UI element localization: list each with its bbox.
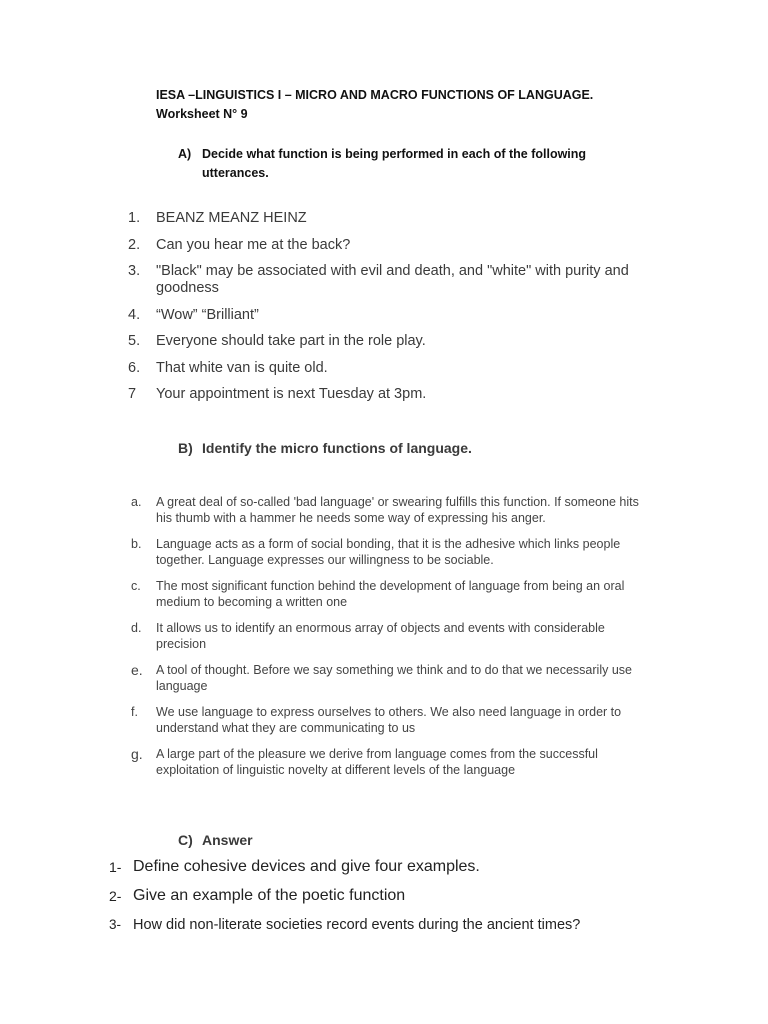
section-c-instruction: Answer	[202, 832, 253, 848]
section-a-heading	[178, 145, 648, 183]
list-item	[128, 237, 648, 254]
list-item	[128, 263, 648, 297]
list-item	[128, 307, 648, 324]
item-text: We use language to express ourselves to others. We also need language in order to understand what they are communicating to us	[156, 705, 622, 735]
item-text: Language acts as a form of social bonding, that it is the adhesive which links people together. Language expresses our willingness to be sociable.	[156, 537, 621, 567]
item-number: 3-	[109, 917, 122, 932]
list-item	[128, 333, 648, 350]
item-text: “Wow” “Brilliant”	[156, 306, 259, 323]
item-text: Give an example of the poetic function	[133, 887, 406, 904]
worksheet-number: Worksheet N° 9	[156, 107, 248, 121]
section-b-marker: B)	[178, 440, 193, 456]
list-item	[131, 704, 656, 736]
item-text: The most significant function behind the development of language from being an oral medium to becoming a written one	[156, 579, 625, 609]
item-letter: f.	[131, 705, 138, 719]
item-text: Your appointment is next Tuesday at 3pm.	[156, 386, 427, 402]
list-item	[131, 620, 656, 652]
item-number: 3.	[128, 263, 141, 279]
section-a-marker: A)	[178, 147, 192, 161]
list-item	[109, 915, 669, 935]
item-text: BEANZ MEANZ HEINZ	[156, 210, 307, 226]
item-number: 2.	[128, 236, 141, 253]
section-b-instruction: Identify the micro functions of language.	[202, 440, 472, 456]
list-item	[128, 386, 648, 403]
item-text: How did non-literate societies record events during the ancient times?	[133, 917, 581, 933]
item-text: It allows us to identify an enormous array of objects and events with considerable precision	[156, 621, 605, 651]
item-letter: a.	[131, 495, 142, 509]
section-a-utterance-list	[128, 210, 648, 413]
document-title: IESA –LINGUISTICS I – MICRO AND MACRO FUNCTIONS OF LANGUAGE.	[156, 88, 594, 102]
section-c-question-list	[109, 857, 669, 944]
item-letter: c.	[131, 579, 141, 593]
item-text: A large part of the pleasure we derive from language comes from the successful exploitation of linguistic novelty at different levels of the language	[156, 747, 598, 777]
item-text: "Black" may be associated with evil and death, and "white" with purity and goodness	[156, 263, 629, 296]
list-item	[128, 360, 648, 377]
item-number: 5.	[128, 333, 141, 349]
item-text: Can you hear me at the back?	[156, 236, 351, 253]
item-text: That white van is quite old.	[156, 359, 328, 376]
item-text: A great deal of so-called 'bad language' or swearing fulfills this function. If someone hits his thumb with a hammer he needs some way of expressing his anger.	[156, 495, 639, 525]
list-item	[109, 857, 669, 877]
item-number: 4.	[128, 306, 141, 323]
section-c-heading	[178, 832, 253, 848]
list-item	[109, 886, 669, 906]
section-a-instruction: Decide what function is being performed in each of the following utterances.	[202, 147, 587, 180]
section-b-description-list	[131, 494, 656, 788]
section-b-heading	[178, 440, 472, 456]
item-number: 2-	[109, 888, 122, 904]
item-number: 6.	[128, 359, 141, 376]
item-number: 1.	[128, 210, 141, 226]
item-letter: e.	[131, 662, 143, 678]
item-text: A tool of thought. Before we say something we think and to do that we necessarily use language	[156, 663, 632, 693]
list-item	[131, 662, 656, 694]
item-letter: g.	[131, 746, 143, 762]
list-item	[131, 494, 656, 526]
list-item	[131, 578, 656, 610]
list-item	[131, 746, 656, 778]
list-item	[128, 210, 648, 227]
item-letter: b.	[131, 537, 142, 551]
item-text: Everyone should take part in the role play.	[156, 333, 426, 349]
item-number: 1-	[109, 859, 122, 875]
worksheet-header	[156, 86, 593, 124]
item-text: Define cohesive devices and give four examples.	[133, 858, 480, 875]
list-item	[131, 536, 656, 568]
item-number: 7	[128, 386, 137, 402]
section-c-marker: C)	[178, 832, 193, 848]
item-letter: d.	[131, 621, 142, 635]
